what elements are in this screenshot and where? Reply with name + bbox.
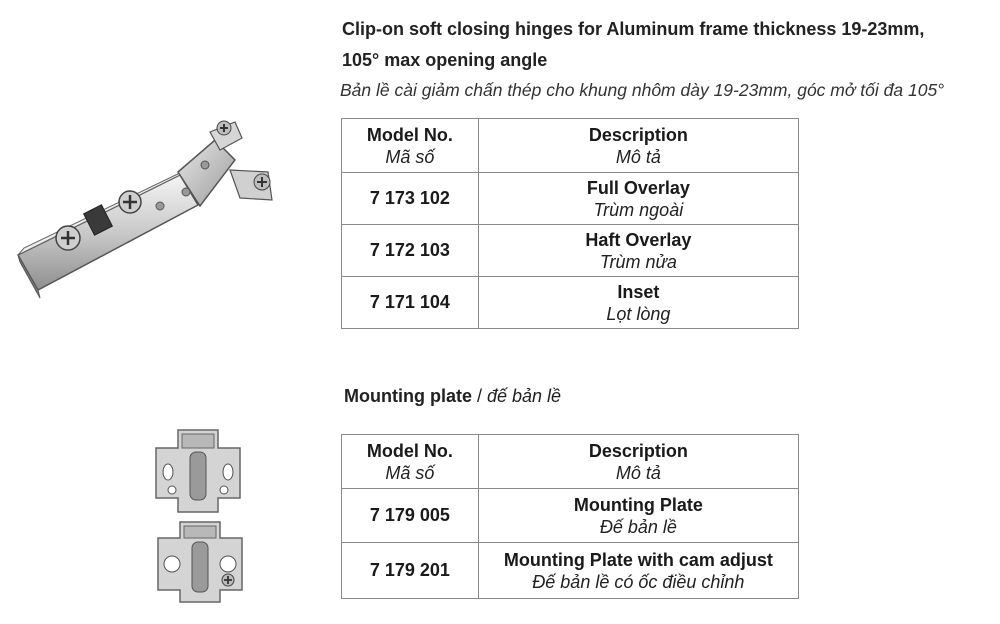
model-header-vi: Mã số <box>385 462 435 483</box>
desc-en: Mounting Plate <box>573 494 703 515</box>
desc-en: Mounting Plate with cam adjust <box>503 549 773 570</box>
desc-header-vi: Mô tả <box>615 146 661 167</box>
hinge-product-image <box>10 110 285 310</box>
desc-header-en: Description <box>588 124 688 145</box>
model-header-en: Model No. <box>366 440 453 461</box>
desc-vi: Trùm nửa <box>599 251 677 272</box>
hinge-subtitle: Bản lề cài giảm chấn thép cho khung nhôm dày 19-23mm, góc mở tối đa 105° <box>340 80 945 100</box>
model-cell: 7 173 102 <box>342 173 479 225</box>
desc-en: Full Overlay <box>586 177 690 198</box>
title-separator: / <box>471 386 487 406</box>
desc-cell <box>478 277 798 329</box>
model-header-cell <box>342 435 479 489</box>
table-header-row <box>342 119 799 173</box>
mounting-plate-title <box>344 383 561 409</box>
model-cell: 7 172 103 <box>342 225 479 277</box>
mounting-plate-title-en: Mounting plate <box>344 386 472 406</box>
desc-en: Haft Overlay <box>585 229 692 250</box>
table-row <box>342 173 799 225</box>
desc-vi: Lọt lòng <box>606 303 671 324</box>
desc-vi: Đế bản lề <box>599 516 677 537</box>
desc-header-cell <box>478 119 798 173</box>
desc-vi: Trùm ngoài <box>593 199 684 220</box>
model-header-cell <box>342 119 479 173</box>
desc-cell <box>478 489 798 543</box>
table-row <box>342 277 799 329</box>
desc-header-vi: Mô tả <box>615 462 661 483</box>
model-header-en: Model No. <box>366 124 453 145</box>
table-header-row <box>342 435 799 489</box>
desc-header-cell <box>478 435 798 489</box>
model-header-vi: Mã số <box>385 146 435 167</box>
desc-header-en: Description <box>588 440 688 461</box>
desc-vi: Đế bản lề có ốc điều chỉnh <box>532 571 745 592</box>
model-cell: 7 179 201 <box>342 543 479 599</box>
mounting-plate-title-vi: đế bản lề <box>487 386 562 406</box>
desc-cell <box>478 543 798 599</box>
table-row <box>342 225 799 277</box>
mounting-plate-cam-image <box>150 520 250 604</box>
table-row <box>342 489 799 543</box>
hinge-title-line2: 105° max opening angle <box>342 50 548 70</box>
mounting-plate-image <box>148 428 248 514</box>
model-cell: 7 171 104 <box>342 277 479 329</box>
table-row <box>342 543 799 599</box>
desc-cell <box>478 225 798 277</box>
hinge-spec-table <box>341 118 799 329</box>
hinge-title-line1: Clip-on soft closing hinges for Aluminum frame thickness 19-23mm, <box>342 19 925 39</box>
plate-spec-table <box>341 434 799 599</box>
model-cell: 7 179 005 <box>342 489 479 543</box>
desc-en: Inset <box>617 281 660 302</box>
desc-cell <box>478 173 798 225</box>
